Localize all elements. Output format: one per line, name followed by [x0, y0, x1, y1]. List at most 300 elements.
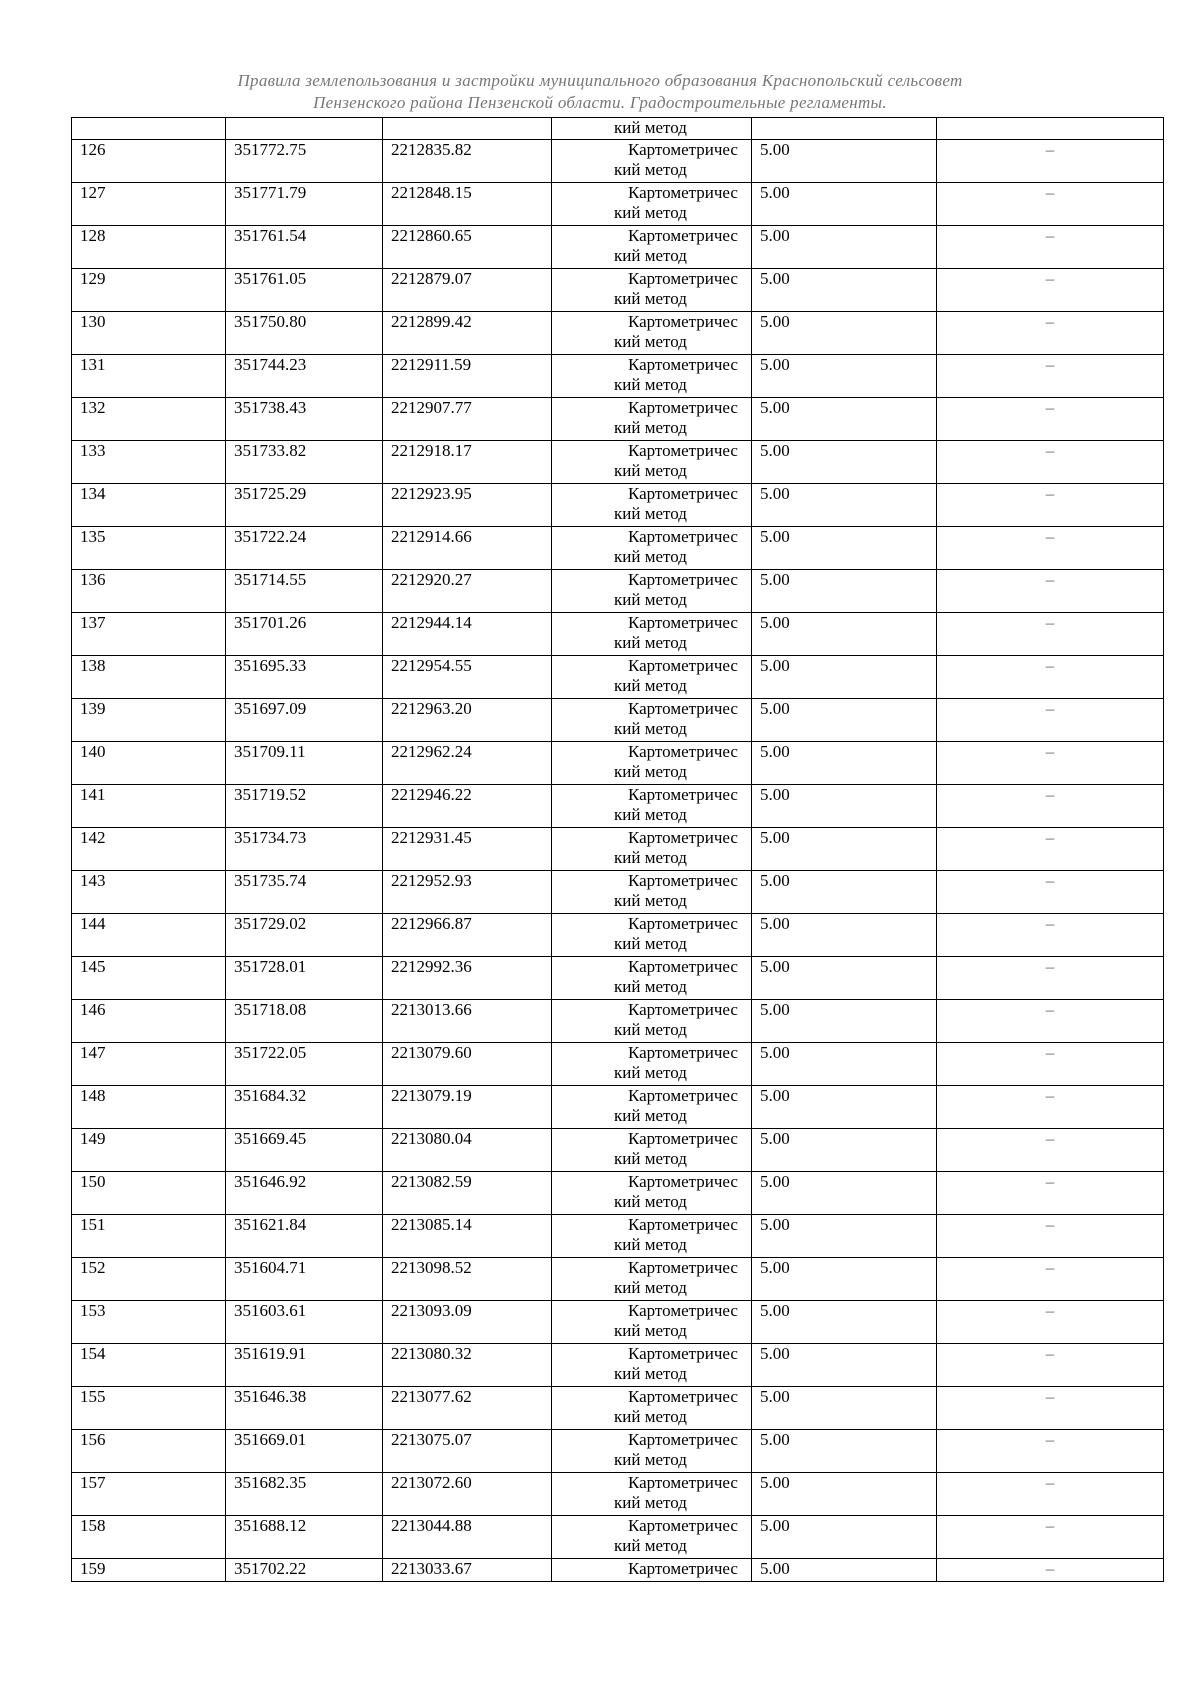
cell-x: 351738.43	[226, 398, 383, 441]
cell-accuracy: 5.00	[752, 183, 937, 226]
method-line-2: кий метод	[614, 1407, 687, 1426]
method-line-2: кий метод	[614, 762, 687, 781]
cell-x: 351725.29	[226, 484, 383, 527]
cell-note: –	[937, 699, 1164, 742]
method-line-1: Картометричес	[628, 1430, 738, 1449]
method-line-1: Картометричес	[628, 699, 738, 718]
method-line-1: Картометричес	[628, 914, 738, 933]
cell-num: 157	[72, 1473, 226, 1516]
table-row	[72, 183, 1164, 226]
cell-num: 131	[72, 355, 226, 398]
cell-x: 351733.82	[226, 441, 383, 484]
cell-accuracy: 5.00	[752, 312, 937, 355]
cell-num: 139	[72, 699, 226, 742]
cell-accuracy: 5.00	[752, 398, 937, 441]
cell-num: 132	[72, 398, 226, 441]
cell-x: 351695.33	[226, 656, 383, 699]
cell-method	[552, 1516, 752, 1559]
cell-note: –	[937, 1043, 1164, 1086]
cell-num: 147	[72, 1043, 226, 1086]
cell-x: 351646.38	[226, 1387, 383, 1430]
method-line-2: кий метод	[614, 848, 687, 867]
cell-y: 2212907.77	[383, 398, 552, 441]
cell-method	[552, 441, 752, 484]
cell-note: –	[937, 914, 1164, 957]
cell-y: 2212944.14	[383, 613, 552, 656]
cell-y: 2213079.19	[383, 1086, 552, 1129]
table-row	[72, 1043, 1164, 1086]
cell-accuracy: 5.00	[752, 828, 937, 871]
cell-y: 2212923.95	[383, 484, 552, 527]
cell-note: –	[937, 871, 1164, 914]
cell-method	[552, 828, 752, 871]
method-line-2: кий метод	[614, 1020, 687, 1039]
cell-y: 2213098.52	[383, 1258, 552, 1301]
cell-accuracy: 5.00	[752, 355, 937, 398]
method-line-1: Картометричес	[628, 183, 738, 202]
method-line-1: Картометричес	[628, 957, 738, 976]
cell-note: –	[937, 312, 1164, 355]
cell-x: 351621.84	[226, 1215, 383, 1258]
cell-method	[552, 527, 752, 570]
table-row	[72, 570, 1164, 613]
table-row	[72, 1129, 1164, 1172]
cell-accuracy: 5.00	[752, 269, 937, 312]
table-row	[72, 957, 1164, 1000]
method-line-2: кий метод	[614, 1321, 687, 1340]
method-line-1: Картометричес	[628, 140, 738, 159]
table-row	[72, 785, 1164, 828]
cell-accuracy: 5.00	[752, 1387, 937, 1430]
table-row	[72, 312, 1164, 355]
cell-x: 351604.71	[226, 1258, 383, 1301]
cell-note: –	[937, 1473, 1164, 1516]
cell-method	[552, 957, 752, 1000]
cell-num: 159	[72, 1559, 226, 1582]
table-row	[72, 871, 1164, 914]
cell-note: –	[937, 1215, 1164, 1258]
method-line-1: Картометричес	[628, 871, 738, 890]
method-line-2: кий метод	[614, 1450, 687, 1469]
cell-y: 2213093.09	[383, 1301, 552, 1344]
table-row	[72, 1215, 1164, 1258]
cell-accuracy: 5.00	[752, 1516, 937, 1559]
cell-method	[552, 1301, 752, 1344]
cell-method	[552, 398, 752, 441]
cell-num: 143	[72, 871, 226, 914]
cell-note: –	[937, 1172, 1164, 1215]
method-line-2: кий метод	[614, 1235, 687, 1254]
cell-method	[552, 183, 752, 226]
method-line-2: кий метод	[614, 805, 687, 824]
table-row	[72, 1473, 1164, 1516]
cell-accuracy: 5.00	[752, 226, 937, 269]
method-line-1: Картометричес	[628, 1172, 738, 1191]
cell-method	[552, 1215, 752, 1258]
method-line-1: Картометричес	[628, 1000, 738, 1019]
cell-y: 2212966.87	[383, 914, 552, 957]
method-line-2: кий метод	[614, 246, 687, 265]
cell-method	[552, 1559, 752, 1582]
method-line-1: Картометричес	[628, 785, 738, 804]
table-row	[72, 398, 1164, 441]
cell-note: –	[937, 1559, 1164, 1582]
cell-num	[72, 118, 226, 140]
table-row	[72, 1430, 1164, 1473]
method-line-1: Картометричес	[628, 1344, 738, 1363]
method-line-1: Картометричес	[628, 828, 738, 847]
cell-y: 2213072.60	[383, 1473, 552, 1516]
cell-method	[552, 1086, 752, 1129]
table-row	[72, 1344, 1164, 1387]
cell-x: 351688.12	[226, 1516, 383, 1559]
cell-note: –	[937, 226, 1164, 269]
method-line-2: кий метод	[614, 375, 687, 394]
method-line-2: кий метод	[614, 504, 687, 523]
cell-method	[552, 699, 752, 742]
cell-method	[552, 269, 752, 312]
cell-method	[552, 871, 752, 914]
cell-accuracy: 5.00	[752, 1344, 937, 1387]
cell-accuracy: 5.00	[752, 441, 937, 484]
cell-accuracy: 5.00	[752, 742, 937, 785]
cell-accuracy: 5.00	[752, 1129, 937, 1172]
cell-note: –	[937, 484, 1164, 527]
method-line-1: Картометричес	[628, 1258, 738, 1277]
cell-num: 133	[72, 441, 226, 484]
cell-x: 351697.09	[226, 699, 383, 742]
cell-accuracy: 5.00	[752, 1215, 937, 1258]
cell-y: 2212962.24	[383, 742, 552, 785]
cell-note: –	[937, 527, 1164, 570]
method-line-1: Картометричес	[628, 1387, 738, 1406]
cell-accuracy: 5.00	[752, 1000, 937, 1043]
cell-num: 153	[72, 1301, 226, 1344]
cell-accuracy: 5.00	[752, 527, 937, 570]
header-line-2: Пензенского района Пензенской области. Градостроительные регламенты.	[313, 93, 887, 112]
method-line-1: Картометричес	[628, 527, 738, 546]
cell-y: 2212992.36	[383, 957, 552, 1000]
cell-note: –	[937, 1129, 1164, 1172]
method-line-1: Картометричес	[628, 355, 738, 374]
cell-num: 129	[72, 269, 226, 312]
cell-accuracy: 5.00	[752, 1430, 937, 1473]
method-line-2: кий метод	[614, 418, 687, 437]
cell-num: 150	[72, 1172, 226, 1215]
cell-x: 351735.74	[226, 871, 383, 914]
cell-method	[552, 226, 752, 269]
cell-method	[552, 484, 752, 527]
cell-method	[552, 785, 752, 828]
cell-accuracy: 5.00	[752, 957, 937, 1000]
table-row	[72, 1000, 1164, 1043]
cell-num: 148	[72, 1086, 226, 1129]
method-line-1: Картометричес	[628, 1473, 738, 1492]
method-line-2: кий метод	[614, 1063, 687, 1082]
cell-accuracy: 5.00	[752, 570, 937, 613]
method-line-2: кий метод	[614, 1364, 687, 1383]
table-row	[72, 1387, 1164, 1430]
cell-num: 145	[72, 957, 226, 1000]
method-line-2: кий метод	[614, 1493, 687, 1512]
cell-method	[552, 570, 752, 613]
cell-y: 2212920.27	[383, 570, 552, 613]
method-line-1: Картометричес	[628, 1043, 738, 1062]
cell-y: 2212879.07	[383, 269, 552, 312]
cell-y: 2213080.04	[383, 1129, 552, 1172]
cell-num: 126	[72, 140, 226, 183]
table-row	[72, 484, 1164, 527]
cell-accuracy: 5.00	[752, 656, 937, 699]
cell-method	[552, 1344, 752, 1387]
cell-x: 351761.54	[226, 226, 383, 269]
method-line-1: Картометричес	[628, 742, 738, 761]
cell-note	[937, 118, 1164, 140]
coordinates-table	[71, 117, 1164, 1582]
cell-accuracy: 5.00	[752, 914, 937, 957]
method-line-2: кий метод	[614, 934, 687, 953]
cell-accuracy: 5.00	[752, 1473, 937, 1516]
cell-accuracy: 5.00	[752, 785, 937, 828]
cell-accuracy: 5.00	[752, 1172, 937, 1215]
cell-x: 351772.75	[226, 140, 383, 183]
cell-method	[552, 1473, 752, 1516]
method-line-2: кий метод	[614, 1192, 687, 1211]
cell-num: 130	[72, 312, 226, 355]
method-line-1: Картометричес	[628, 226, 738, 245]
cell-x: 351702.22	[226, 1559, 383, 1582]
cell-y: 2212918.17	[383, 441, 552, 484]
coordinates-table-body	[72, 118, 1164, 1582]
table-row	[72, 1516, 1164, 1559]
cell-method	[552, 613, 752, 656]
cell-y: 2212963.20	[383, 699, 552, 742]
cell-note: –	[937, 398, 1164, 441]
table-row	[72, 1172, 1164, 1215]
cell-note: –	[937, 957, 1164, 1000]
method-line-1: Картометричес	[628, 484, 738, 503]
method-line-2: кий метод	[614, 1149, 687, 1168]
cell-num: 127	[72, 183, 226, 226]
cell-accuracy: 5.00	[752, 1258, 937, 1301]
cell-accuracy: 5.00	[752, 1043, 937, 1086]
cell-x: 351709.11	[226, 742, 383, 785]
cell-x: 351684.32	[226, 1086, 383, 1129]
method-line-1: Картометричес	[628, 1129, 738, 1148]
cell-note: –	[937, 1301, 1164, 1344]
cell-note: –	[937, 1258, 1164, 1301]
cell-num: 135	[72, 527, 226, 570]
cell-accuracy: 5.00	[752, 1086, 937, 1129]
cell-x: 351771.79	[226, 183, 383, 226]
cell-num: 144	[72, 914, 226, 957]
cell-num: 142	[72, 828, 226, 871]
cell-num: 137	[72, 613, 226, 656]
method-line-1: Картометричес	[628, 656, 738, 675]
method-line-1: Картометричес	[628, 1516, 738, 1535]
table-row	[72, 1301, 1164, 1344]
cell-method	[552, 1387, 752, 1430]
cell-x: 351701.26	[226, 613, 383, 656]
cell-x: 351729.02	[226, 914, 383, 957]
table-row	[72, 656, 1164, 699]
method-line-1: Картометричес	[628, 613, 738, 632]
cell-y: 2213077.62	[383, 1387, 552, 1430]
method-line-1: Картометричес	[628, 570, 738, 589]
cell-note: –	[937, 1387, 1164, 1430]
method-line-1: Картометричес	[628, 1301, 738, 1320]
cell-num: 156	[72, 1430, 226, 1473]
cell-accuracy: 5.00	[752, 1559, 937, 1582]
method-line-2: кий метод	[614, 289, 687, 308]
cell-y: 2212835.82	[383, 140, 552, 183]
method-line-2: кий метод	[614, 719, 687, 738]
cell-method	[552, 312, 752, 355]
cell-x: 351750.80	[226, 312, 383, 355]
cell-note: –	[937, 1000, 1164, 1043]
cell-x: 351744.23	[226, 355, 383, 398]
method-line-1: Картометричес	[628, 398, 738, 417]
cell-x	[226, 118, 383, 140]
cell-num: 158	[72, 1516, 226, 1559]
table-row	[72, 269, 1164, 312]
cell-accuracy: 5.00	[752, 140, 937, 183]
cell-y: 2213079.60	[383, 1043, 552, 1086]
cell-note: –	[937, 1344, 1164, 1387]
cell-x: 351719.52	[226, 785, 383, 828]
method-line-2: кий метод	[614, 332, 687, 351]
cell-accuracy: 5.00	[752, 699, 937, 742]
cell-y	[383, 118, 552, 140]
method-line-2: кий метод	[614, 118, 687, 137]
cell-note: –	[937, 183, 1164, 226]
method-line-1: Картометричес	[628, 441, 738, 460]
cell-num: 134	[72, 484, 226, 527]
cell-y: 2212848.15	[383, 183, 552, 226]
table-row	[72, 914, 1164, 957]
cell-y: 2213075.07	[383, 1430, 552, 1473]
cell-note: –	[937, 570, 1164, 613]
document-header	[0, 70, 1200, 114]
cell-y: 2212911.59	[383, 355, 552, 398]
cell-method	[552, 1258, 752, 1301]
table-row	[72, 355, 1164, 398]
cell-num: 140	[72, 742, 226, 785]
cell-method	[552, 355, 752, 398]
cell-x: 351603.61	[226, 1301, 383, 1344]
cell-y: 2212954.55	[383, 656, 552, 699]
cell-x: 351619.91	[226, 1344, 383, 1387]
table-row	[72, 140, 1164, 183]
method-line-1: Картометричес	[628, 1559, 738, 1578]
cell-method	[552, 1172, 752, 1215]
table-row	[72, 441, 1164, 484]
table-row	[72, 527, 1164, 570]
cell-method	[552, 140, 752, 183]
cell-note: –	[937, 828, 1164, 871]
cell-x: 351682.35	[226, 1473, 383, 1516]
cell-note: –	[937, 1516, 1164, 1559]
cell-num: 155	[72, 1387, 226, 1430]
cell-x: 351669.01	[226, 1430, 383, 1473]
cell-y: 2213044.88	[383, 1516, 552, 1559]
table-row	[72, 828, 1164, 871]
cell-y: 2212931.45	[383, 828, 552, 871]
cell-x: 351714.55	[226, 570, 383, 613]
cell-num: 138	[72, 656, 226, 699]
cell-y: 2212946.22	[383, 785, 552, 828]
cell-accuracy: 5.00	[752, 1301, 937, 1344]
method-line-2: кий метод	[614, 676, 687, 695]
cell-x: 351722.24	[226, 527, 383, 570]
method-line-2: кий метод	[614, 633, 687, 652]
cell-y: 2213033.67	[383, 1559, 552, 1582]
cell-y: 2213085.14	[383, 1215, 552, 1258]
method-line-2: кий метод	[614, 1106, 687, 1125]
cell-x: 351761.05	[226, 269, 383, 312]
cell-method	[552, 1430, 752, 1473]
cell-y: 2212914.66	[383, 527, 552, 570]
cell-note: –	[937, 140, 1164, 183]
method-line-2: кий метод	[614, 891, 687, 910]
cell-num: 154	[72, 1344, 226, 1387]
method-line-2: кий метод	[614, 590, 687, 609]
method-line-1: Картометричес	[628, 312, 738, 331]
header-line-1: Правила землепользования и застройки муниципального образования Краснопольский сельсовет	[237, 71, 963, 90]
cell-method	[552, 914, 752, 957]
cell-note: –	[937, 1430, 1164, 1473]
cell-note: –	[937, 355, 1164, 398]
cell-y: 2213080.32	[383, 1344, 552, 1387]
cell-y: 2213082.59	[383, 1172, 552, 1215]
method-line-2: кий метод	[614, 547, 687, 566]
cell-method	[552, 1043, 752, 1086]
method-line-1: Картометричес	[628, 1215, 738, 1234]
table-row	[72, 226, 1164, 269]
cell-num: 141	[72, 785, 226, 828]
cell-y: 2212860.65	[383, 226, 552, 269]
cell-num: 149	[72, 1129, 226, 1172]
cell-num: 152	[72, 1258, 226, 1301]
cell-x: 351646.92	[226, 1172, 383, 1215]
cell-x: 351718.08	[226, 1000, 383, 1043]
cell-accuracy: 5.00	[752, 871, 937, 914]
cell-note: –	[937, 656, 1164, 699]
method-line-1: Картометричес	[628, 1086, 738, 1105]
cell-note: –	[937, 1086, 1164, 1129]
cell-accuracy: 5.00	[752, 484, 937, 527]
method-line-2: кий метод	[614, 160, 687, 179]
cell-method	[552, 742, 752, 785]
cell-accuracy	[752, 118, 937, 140]
cell-note: –	[937, 785, 1164, 828]
cell-num: 146	[72, 1000, 226, 1043]
cell-method	[552, 656, 752, 699]
table-row	[72, 699, 1164, 742]
table-row	[72, 1258, 1164, 1301]
cell-accuracy: 5.00	[752, 613, 937, 656]
cell-x: 351728.01	[226, 957, 383, 1000]
cell-y: 2212952.93	[383, 871, 552, 914]
cell-method	[552, 118, 752, 140]
method-line-1: Картометричес	[628, 269, 738, 288]
cell-y: 2212899.42	[383, 312, 552, 355]
method-line-2: кий метод	[614, 977, 687, 996]
cell-num: 128	[72, 226, 226, 269]
method-line-2: кий метод	[614, 203, 687, 222]
cell-note: –	[937, 742, 1164, 785]
cell-num: 151	[72, 1215, 226, 1258]
